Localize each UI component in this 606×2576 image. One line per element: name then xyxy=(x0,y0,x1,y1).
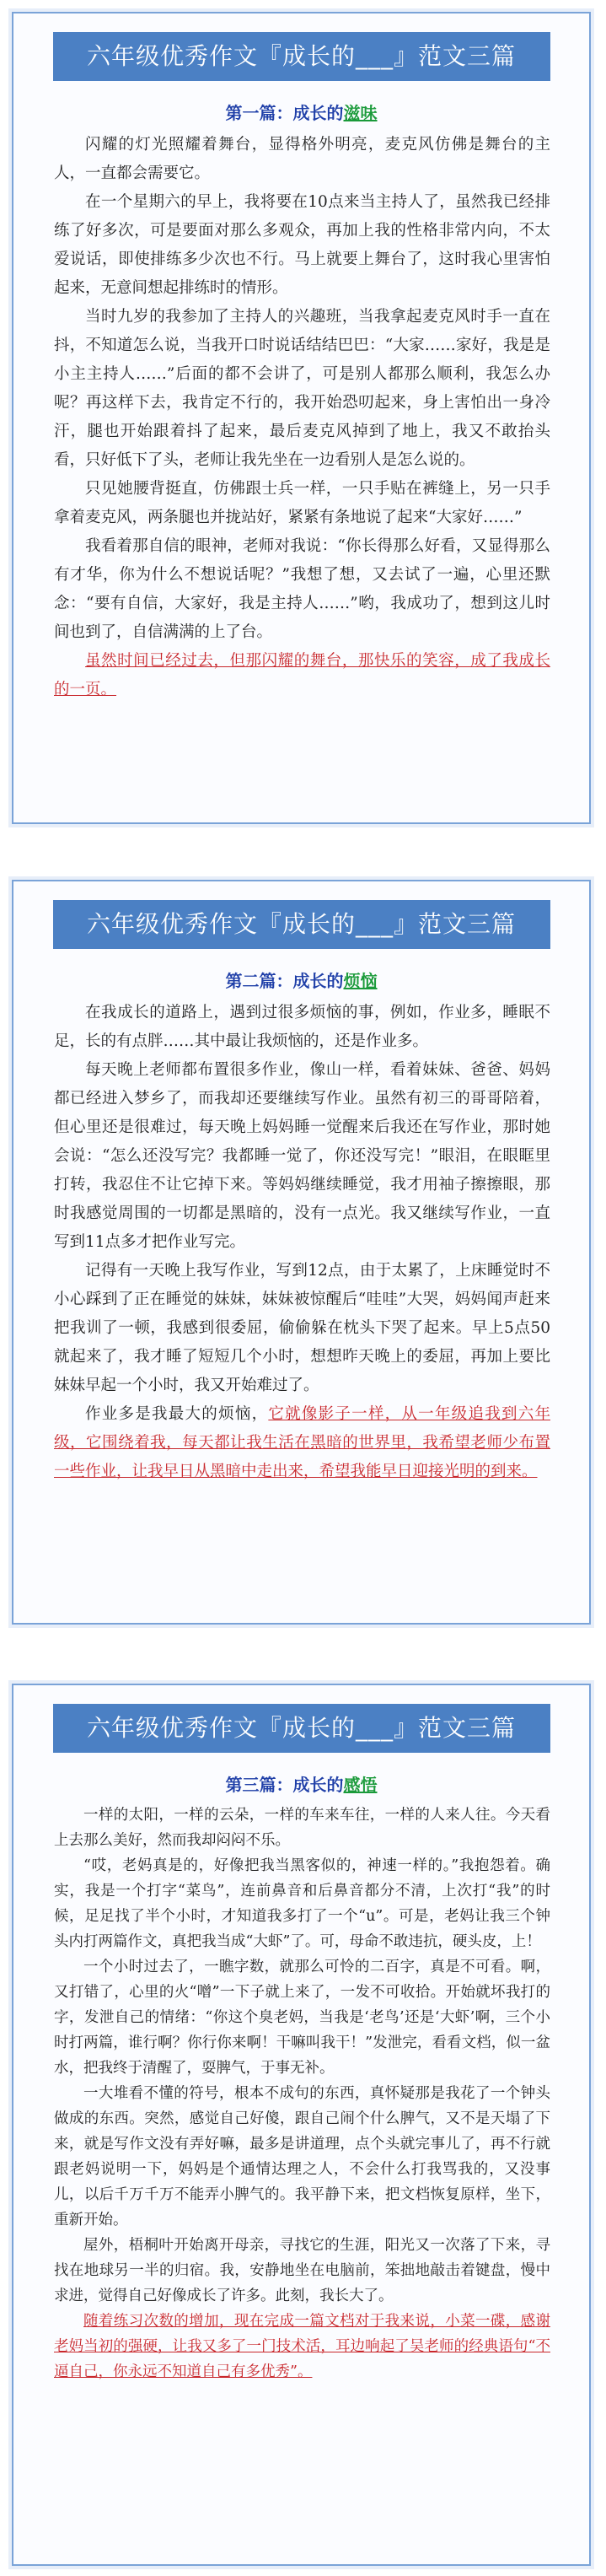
paragraph: 我看着那自信的眼神，老师对我说：“你长得那么好看，又显得那么有才华，你为什么不想说话呢？”我想了想，又去试了一遍，心里还默念：“要有自信，大家好，我是主持人……”哟，我成功了，想到这儿时间也到了，自信满满的上了台。 xyxy=(54,537,550,641)
highlighted-sentence: 随着练习次数的增加，现在完成一篇文档对于我来说，小菜一碟，感谢老妈当初的强硬，让我又多了一门技术活，耳边响起了吴老师的经典语句“不逼自己，你永远不知道自己有多优秀”。 xyxy=(54,2313,550,2380)
banner-title: 六年级优秀作文『成长的___』范文三篇 xyxy=(53,900,550,949)
paragraph: 当时九岁的我参加了主持人的兴趣班，当我拿起麦克风时手一直在抖，不知道怎么说，当我开口时说话结结巴巴：“大家……家好，我是是小主主持人……”后面的都不会讲了，可是别人都那么顺利，我怎么办呢？再这样下去，我肯定不行的，我开始恐叨起来，身上害怕出一身冷汗，腿也开始跟着抖了起来，最后麦克风掉到了地上，我又不敢抬头看，只好低下了头，老师让我先坐在一边看别人是怎么说的。 xyxy=(54,308,550,469)
essay-heading-keyword: 感悟 xyxy=(343,1775,378,1795)
essay-heading xyxy=(13,967,589,992)
paragraph: 在一个星期六的早上，我将要在10点来当主持人了，虽然我已经排练了好多次，可是要面对那么多观众，再加上我的性格非常内向，不太爱说话，即使排练多少次也不行。马上就要上舞台了，这时我心里害怕起来，无意间想起排练时的情形。 xyxy=(54,193,550,297)
paragraph: “哎，老妈真是的，好像把我当黑客似的，神速一样的。”我抱怨着。确实，我是一个打字“菜鸟”，连前鼻音和后鼻音都分不清，上次打“我”的时候，足足找了半个小时，才知道我多打了一个“u”。可是，老妈让我三个钟头内打两篇作文，真把我当成“大虾”了。可，母命不敢违抗，硬头皮，上！ xyxy=(54,1857,550,1950)
essay-heading xyxy=(13,1771,589,1796)
essay-heading-prefix: 第二篇：成长的 xyxy=(225,971,344,991)
essay-card-1 xyxy=(12,12,591,824)
essay-heading-keyword: 滋味 xyxy=(343,103,378,123)
closing-paragraph xyxy=(54,2309,550,2385)
paragraph: 在我成长的道路上，遇到过很多烦恼的事，例如，作业多，睡眠不足，长的有点胖……其中最让我烦恼的，还是作业多。 xyxy=(54,1004,550,1050)
paragraph: 一大堆看不懂的符号，根本不成句的东西，真怀疑那是我花了一个钟头做成的东西。突然，感觉自己好傻，跟自己闹个什么脾气，又不是天塌了下来，就是写作文没有弄好嘛，最多是讲道理，点个头就完事儿了，再不行就跟老妈说明一下，妈妈是个通情达理之人，不会什么打我骂我的，又没事儿，以后千万千万不能弄小脾气的。我平静下来，把文档恢复原样，坐下，重新开始。 xyxy=(54,2085,550,2228)
paragraph: 一样的太阳，一样的云朵，一样的车来车往，一样的人来人往。今天看上去那么美好，然而我却闷闷不乐。 xyxy=(54,1807,550,1849)
essay-card-3 xyxy=(12,1684,591,2566)
essay-card-2 xyxy=(12,880,591,1625)
paragraph: 每天晚上老师都布置很多作业，像山一样，看着妹妹、爸爸、妈妈都已经进入梦乡了，而我却还要继续写作业。虽然有初三的哥哥陪着，但心里还是很难过，每天晚上妈妈睡一觉醒来后我还在写作业，那时她会说：“怎么还没写完？我都睡一觉了，你还没写完！”眼泪，在眼眶里打转，我忍住不让它掉下来。等妈妈继续睡觉，我才用袖子擦擦眼，那时我感觉周围的一切都是黑暗的，没有一点光。我又继续写作业，一直写到11点多才把作业写完。 xyxy=(54,1061,550,1251)
paragraph: 一个小时过去了，一瞧字数，就那么可怜的二百字，真是不可看。啊，又打错了，心里的火“噌”一下子就上来了，一发不可收拾。开始就坏我打的字，发泄自己的情绪：“你这个臭老妈，当我是‘老鸟’还是‘大虾’啊，三个小时打两篇，谁行啊？你行你来啊！干嘛叫我干！”发泄完，看看文档，似一盆水，把我终于清醒了，耍脾气，于事无补。 xyxy=(54,1959,550,2077)
paragraph: 闪耀的灯光照耀着舞台，显得格外明亮，麦克风仿佛是舞台的主人，一直都会需要它。 xyxy=(54,136,550,182)
paragraph: 记得有一天晚上我写作业，写到12点，由于太累了，上床睡觉时不小心踩到了正在睡觉的妹妹，妹妹被惊醒后“哇哇”大哭，妈妈闻声赶来把我训了一顿，我感到很委屈，偷偷躲在枕头下哭了起来。早上5点50就起来了，我才睡了短短几个小时，想想昨天晚上的委屈，再加上要比妹妹早起一个小时，我又开始难过了。 xyxy=(54,1262,550,1394)
essay-body xyxy=(13,1803,589,2385)
essay-heading-prefix: 第三篇：成长的 xyxy=(225,1775,344,1795)
banner-title: 六年级优秀作文『成长的___』范文三篇 xyxy=(53,32,550,81)
essay-body xyxy=(13,131,589,704)
highlighted-sentence: 虽然时间已经过去，但那闪耀的舞台，那快乐的笑容，成了我成长的一页。 xyxy=(54,652,550,698)
highlighted-sentence: 它就像影子一样，从一年级追我到六年级，它围绕着我，每天都让我生活在黑暗的世界里，我希望老师少布置一些作业，让我早日从黑暗中走出来，希望我能早日迎接光明的到来。 xyxy=(54,1405,550,1480)
essay-body xyxy=(13,999,589,1486)
closing-paragraph xyxy=(54,1400,550,1486)
essay-heading-keyword: 烦恼 xyxy=(343,971,378,991)
closing-normal-text: 作业多是我最大的烦恼， xyxy=(85,1405,269,1423)
paragraph: 屋外，梧桐叶开始离开母亲，寻找它的生涯，阳光又一次落了下来，寻找在地球另一半的归宿。我，安静地坐在电脑前，笨拙地敲击着键盘，慢中求进，觉得自己好像成长了许多。此刻，我长大了。 xyxy=(54,2237,550,2304)
essay-heading-prefix: 第一篇：成长的 xyxy=(225,103,344,123)
paragraph: 只见她腰背挺直，仿佛跟士兵一样，一只手贴在裤缝上，另一只手拿着麦克风，两条腿也并拢站好，紧紧有条地说了起来“大家好……” xyxy=(54,480,550,526)
essay-heading xyxy=(13,100,589,124)
banner-title: 六年级优秀作文『成长的___』范文三篇 xyxy=(53,1704,550,1753)
closing-paragraph xyxy=(54,647,550,704)
